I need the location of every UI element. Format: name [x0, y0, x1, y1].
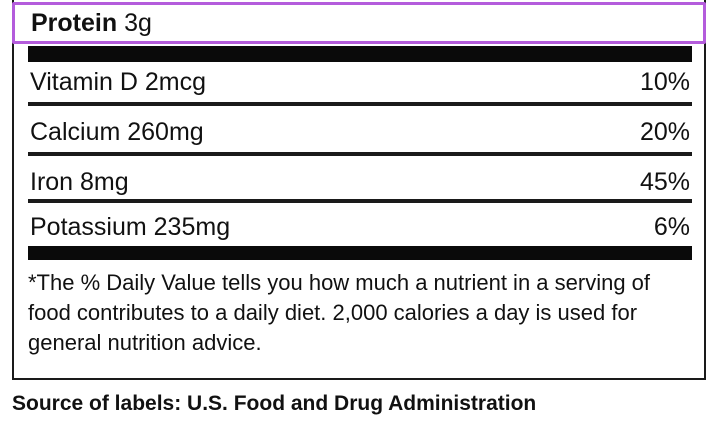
nutrient-name: Iron 8mg	[30, 168, 129, 196]
nutrient-row-iron	[28, 162, 692, 202]
nutrient-row-calcium	[28, 112, 692, 152]
protein-label: Protein	[31, 9, 118, 37]
thick-divider-top	[28, 46, 692, 62]
source-caption: Source of labels: U.S. Food and Drug Administration	[12, 392, 537, 415]
nutrient-daily-value: 20%	[639, 118, 690, 146]
nutrient-name: Calcium 260mg	[30, 118, 204, 146]
thick-divider-bottom	[28, 246, 692, 260]
row-divider	[28, 102, 692, 106]
row-divider	[28, 199, 692, 203]
nutrient-daily-value: 45%	[639, 168, 690, 196]
protein-row-highlighted	[12, 2, 706, 44]
nutrient-row-potassium	[28, 207, 692, 247]
daily-value-footnote: *The % Daily Value tells you how much a nutrient in a serving of food contributes to a daily diet. 2,000 calories a day is used for general nutrition advice.	[28, 270, 651, 355]
nutrient-daily-value: 10%	[639, 68, 690, 96]
nutrient-name: Vitamin D 2mcg	[30, 68, 206, 96]
nutrient-name: Potassium 235mg	[30, 213, 231, 241]
nutrient-daily-value: 6%	[653, 213, 690, 241]
protein-amount: 3g	[124, 9, 152, 37]
row-divider	[28, 152, 692, 156]
nutrient-row-vitamin-d	[28, 62, 692, 102]
